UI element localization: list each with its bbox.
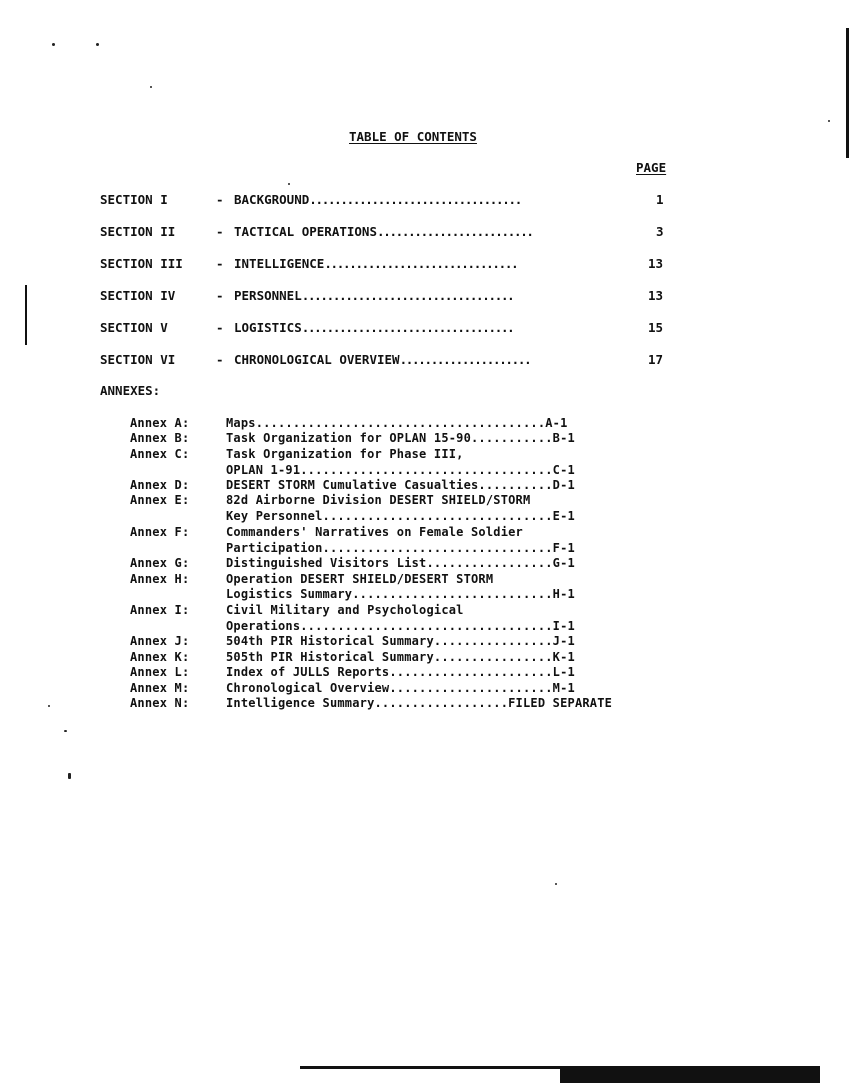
section-label: SECTION I	[100, 192, 168, 207]
annex-entry: Commanders' Narratives on Female Soldier	[226, 525, 523, 539]
section-page: 15	[648, 320, 664, 335]
section-page: 17	[648, 352, 664, 367]
annexes-heading: ANNEXES:	[100, 383, 161, 398]
section-page: 3	[656, 224, 664, 239]
annex-entry: Task Organization for OPLAN 15-90...........B-1	[226, 431, 575, 445]
annex-entry: Distinguished Visitors List.................G-1	[226, 556, 575, 570]
section-entry	[234, 226, 533, 239]
section-label: SECTION VI	[100, 352, 176, 367]
section-title: PERSONNEL	[234, 288, 302, 303]
section-entry	[234, 322, 513, 335]
annex-label: Annex F:	[130, 525, 190, 539]
section-title: BACKGROUND	[234, 192, 310, 207]
section-dash: -	[216, 192, 224, 207]
annex-entry: DESERT STORM Cumulative Casualties..........D-1	[226, 478, 575, 492]
annex-entry: 505th PIR Historical Summary................K-1	[226, 650, 575, 664]
annex-label: Annex L:	[130, 665, 190, 679]
leader-dots: ..................................	[301, 288, 514, 303]
annex-label: Annex M:	[130, 681, 190, 695]
scan-speck	[96, 43, 99, 46]
section-page: 13	[648, 256, 664, 271]
scan-speck	[288, 183, 290, 185]
annex-entry: Chronological Overview......................M-1	[226, 681, 575, 695]
section-label: SECTION V	[100, 320, 168, 335]
section-title: INTELLIGENCE	[234, 256, 325, 271]
annex-entry: Index of JULLS Reports......................L-1	[226, 665, 575, 679]
annex-label: Annex D:	[130, 478, 190, 492]
annex-entry: Intelligence Summary..................FILED SEPARATE	[226, 696, 613, 710]
annex-entry: Civil Military and Psychological	[226, 603, 464, 617]
annex-label: Annex B:	[130, 431, 190, 445]
annex-label: Annex J:	[130, 634, 190, 648]
leader-dots: ..................................	[301, 320, 514, 335]
annex-entry: 504th PIR Historical Summary................J-1	[226, 634, 575, 648]
page-title: TABLE OF CONTENTS	[349, 129, 477, 144]
section-page: 13	[648, 288, 664, 303]
section-page: 1	[656, 192, 664, 207]
scan-bottom-bar	[560, 1069, 820, 1083]
section-label: SECTION III	[100, 256, 183, 271]
scan-speck	[48, 705, 50, 707]
annex-label: Annex G:	[130, 556, 190, 570]
leader-dots: ...............................	[324, 256, 518, 271]
scan-edge-line	[846, 28, 849, 158]
annex-label: Annex K:	[130, 650, 190, 664]
annex-entry-continued: Logistics Summary...........................H-1	[226, 587, 575, 601]
annex-entry-continued: Key Personnel...............................E-1	[226, 509, 575, 523]
section-label: SECTION IV	[100, 288, 176, 303]
scan-speck	[52, 43, 55, 46]
annex-label: Annex N:	[130, 696, 190, 710]
annex-entry: Operation DESERT SHIELD/DESERT STORM	[226, 572, 494, 586]
leader-dots: .........................	[377, 224, 533, 239]
annex-label: Annex H:	[130, 572, 190, 586]
scan-speck	[150, 86, 152, 88]
annex-entry: Maps.......................................A-1	[226, 416, 568, 430]
annex-label: Annex I:	[130, 603, 190, 617]
leader-dots: ..................................	[309, 192, 521, 207]
annex-entry-continued: Operations..................................I-1	[226, 619, 575, 633]
leader-dots: .....................	[399, 352, 531, 367]
annex-entry-continued: OPLAN 1-91..................................C-1	[226, 463, 575, 477]
section-entry	[234, 194, 521, 207]
annex-entry: Task Organization for Phase III,	[226, 447, 464, 461]
section-entry	[234, 290, 513, 303]
annex-label: Annex C:	[130, 447, 190, 461]
annex-label: Annex A:	[130, 416, 190, 430]
section-entry	[234, 354, 530, 367]
page-column-heading: PAGE	[636, 160, 667, 175]
section-title: LOGISTICS	[234, 320, 302, 335]
annex-label: Annex E:	[130, 493, 190, 507]
annex-entry: 82d Airborne Division DESERT SHIELD/STORM	[226, 493, 531, 507]
scan-speck	[68, 773, 71, 779]
annex-entry-continued: Participation...............................F-1	[226, 541, 575, 555]
section-dash: -	[216, 288, 224, 303]
section-dash: -	[216, 256, 224, 271]
scan-speck	[828, 120, 830, 122]
section-title: TACTICAL OPERATIONS	[234, 224, 377, 239]
section-entry	[234, 258, 517, 271]
scan-speck	[555, 883, 557, 885]
scan-edge-line	[25, 285, 27, 345]
section-dash: -	[216, 320, 224, 335]
section-label: SECTION II	[100, 224, 176, 239]
section-title: CHRONOLOGICAL OVERVIEW	[234, 352, 400, 367]
section-dash: -	[216, 352, 224, 367]
section-dash: -	[216, 224, 224, 239]
scan-speck	[64, 730, 67, 732]
